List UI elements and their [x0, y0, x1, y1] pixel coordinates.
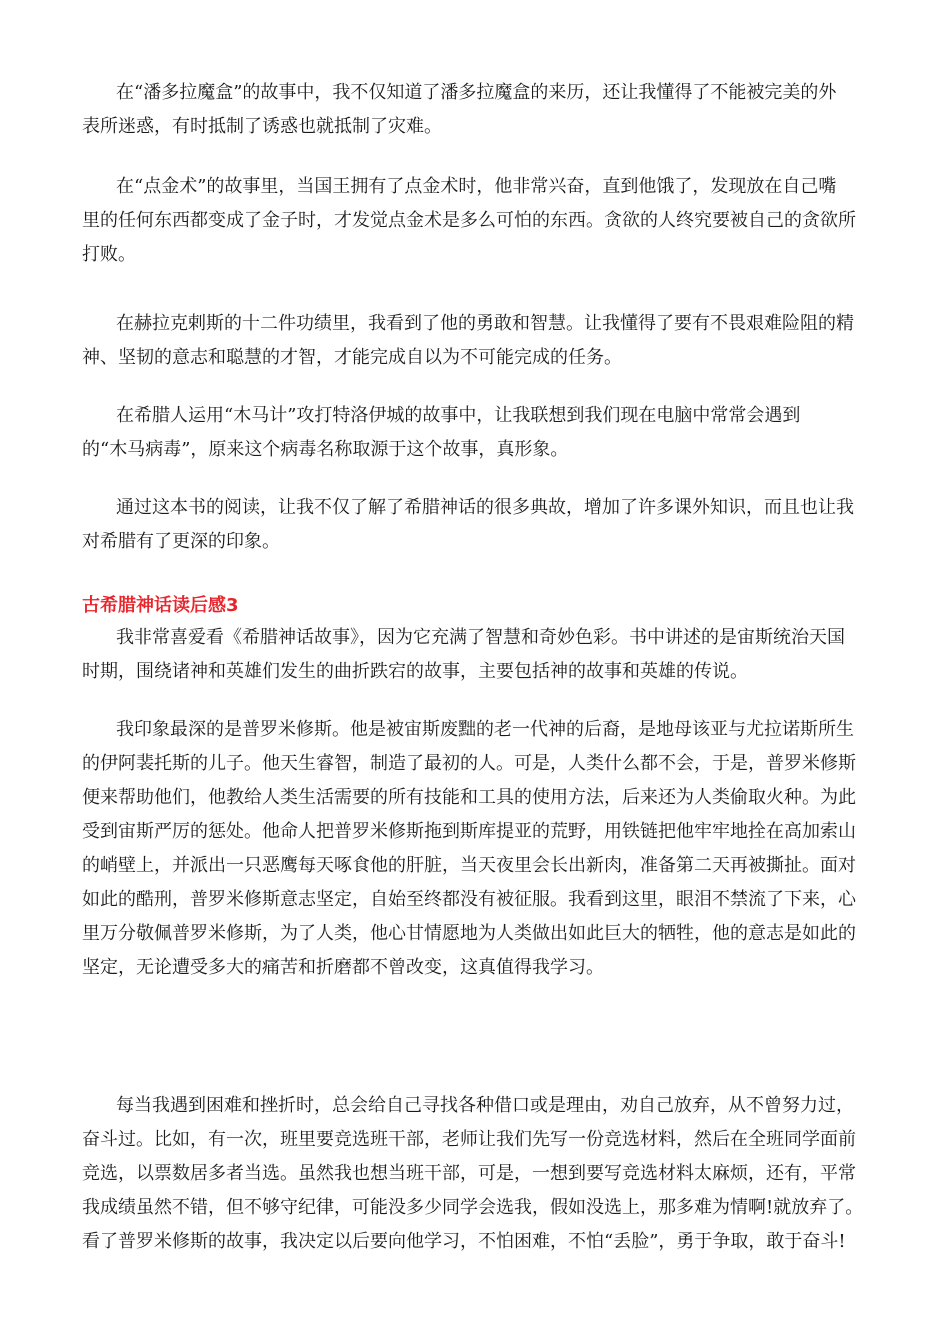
text-line: 通过这本书的阅读，让我不仅了解了希腊神话的很多典故，增加了许多课外知识，而且也让我 [116, 497, 854, 518]
text-line: 在赫拉克剌斯的十二件功绩里，我看到了他的勇敢和智慧。让我懂得了要有不畏艰难险阻的精 [116, 313, 854, 334]
text-line: 对希腊有了更深的印象。 [82, 531, 280, 552]
text-line: 我成绩虽然不错，但不够守纪律，可能没多少同学会选我，假如没选上，那多难为情啊!就放弃了。 [82, 1197, 864, 1218]
text-line: 在希腊人运用“木马计”攻打特洛伊城的故事中，让我联想到我们现在电脑中常常会遇到 [116, 405, 801, 426]
text-line: 表所迷惑，有时抵制了诱惑也就抵制了灾难。 [82, 116, 442, 137]
paragraph-heracles [82, 307, 872, 375]
text-line: 如此的酷刑，普罗米修斯意志坚定，自始至终都没有被征服。我看到这里，眼泪不禁流了下来，心 [82, 889, 856, 910]
text-line: 便来帮助他们，他教给人类生活需要的所有技能和工具的使用方法，后来还为人类偷取火种。为此 [82, 787, 856, 808]
text-line: 里万分敬佩普罗米修斯，为了人类，他心甘情愿地为人类做出如此巨大的牺牲，他的意志是如此的 [82, 923, 856, 944]
text-line: 看了普罗米修斯的故事，我决定以后要向他学习，不怕困难，不怕“丢脸”，勇于争取，敢于奋斗! [82, 1231, 846, 1252]
text-line: 受到宙斯严厉的惩处。他命人把普罗米修斯拖到斯库提亚的荒野，用铁链把他牢牢地拴在高加索山 [82, 821, 856, 842]
text-line: 打败。 [82, 244, 136, 265]
paragraph-reflection [82, 1089, 872, 1259]
text-line: 的“木马病毒”，原来这个病毒名称取源于这个故事，真形象。 [82, 439, 569, 460]
text-line: 里的任何东西都变成了金子时，才发觉点金术是多么可怕的东西。贪欲的人终究要被自己的贪欲所 [82, 210, 856, 231]
text-line: 在“点金术”的故事里，当国王拥有了点金术时，他非常兴奋，直到他饿了，发现放在自己嘴 [116, 176, 837, 197]
text-line: 时期，围绕诸神和英雄们发生的曲折跌宕的故事，主要包括神的故事和英雄的传说。 [82, 661, 748, 682]
text-line: 的峭壁上，并派出一只恶鹰每天啄食他的肝脏，当天夜里会长出新肉，准备第二天再被撕扯。面对 [82, 855, 856, 876]
text-line: 我非常喜爱看《希腊神话故事》，因为它充满了智慧和奇妙色彩。书中讲述的是宙斯统治天国 [116, 627, 845, 648]
text-line: 我印象最深的是普罗米修斯。他是被宙斯废黜的老一代神的后裔，是地母该亚与尤拉诺斯所生 [116, 719, 854, 740]
text-line: 的伊阿裴托斯的儿子。他天生睿智，制造了最初的人。可是，人类什么都不会，于是，普罗米修斯 [82, 753, 856, 774]
text-line: 每当我遇到困难和挫折时，总会给自己寻找各种借口或是理由，劝自己放弃，从不曾努力过， [116, 1095, 854, 1116]
section-heading: 古希腊神话读后感3 [82, 595, 239, 616]
paragraph-prometheus [82, 713, 872, 985]
text-line: 坚定，无论遭受多大的痛苦和折磨都不曾改变，这真值得我学习。 [82, 957, 604, 978]
text-line: 奋斗过。比如，有一次，班里要竞选班干部，老师让我们先写一份竞选材料，然后在全班同学面前 [82, 1129, 856, 1150]
paragraph-intro [82, 621, 872, 689]
text-line: 神、坚韧的意志和聪慧的才智，才能完成自以为不可能完成的任务。 [82, 347, 622, 368]
paragraph-golden-touch [82, 170, 872, 272]
text-line: 竞选，以票数居多者当选。虽然我也想当班干部，可是，一想到要写竞选材料太麻烦，还有，平常 [82, 1163, 856, 1184]
text-line: 在“潘多拉魔盒”的故事中，我不仅知道了潘多拉魔盒的来历，还让我懂得了不能被完美的外 [116, 82, 837, 103]
paragraph-pandora [82, 76, 872, 144]
paragraph-trojan-horse [82, 399, 872, 467]
paragraph-conclusion [82, 491, 872, 559]
